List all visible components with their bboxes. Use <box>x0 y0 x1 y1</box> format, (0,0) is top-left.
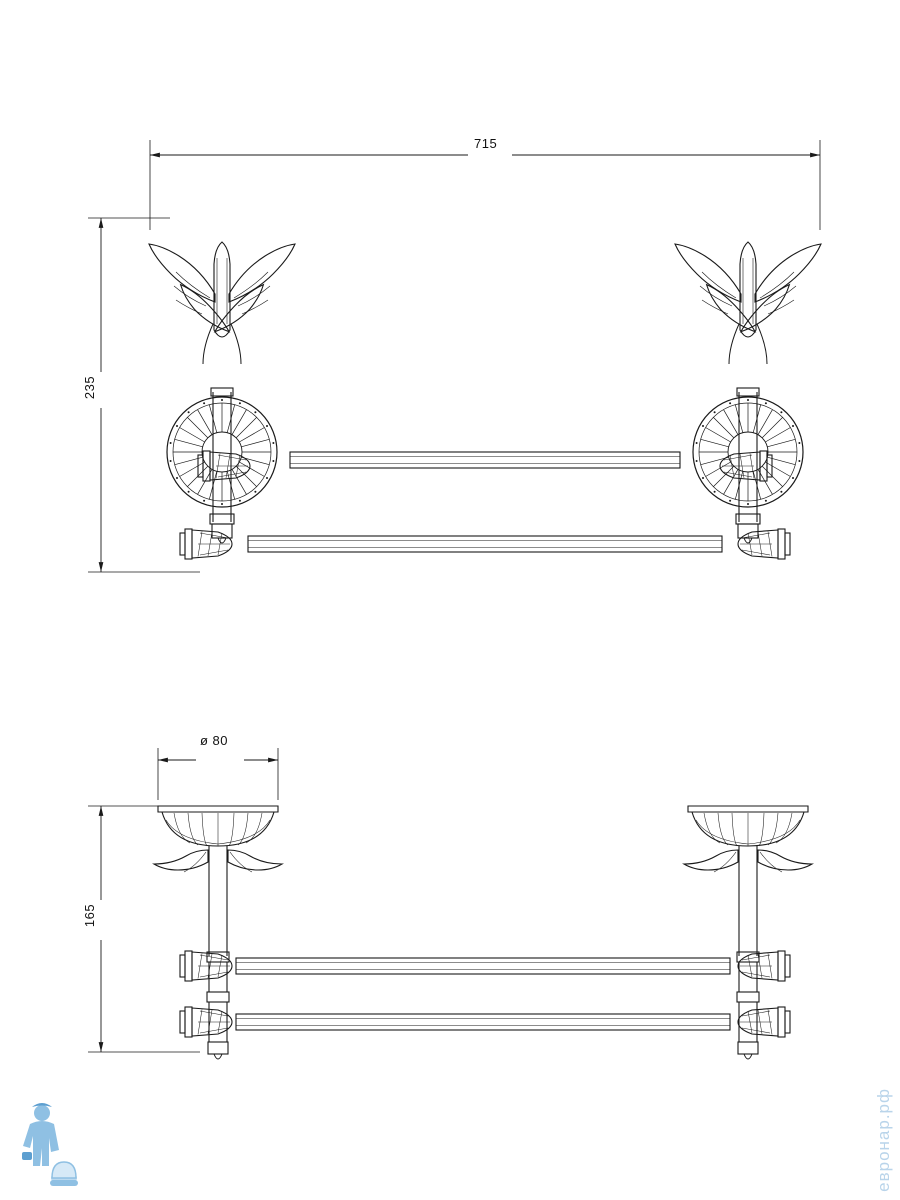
dimension-label-overall-height: 235 <box>82 375 98 400</box>
top-view-geometry <box>154 806 812 1059</box>
dimension-label-flange-diameter: ø 80 <box>200 733 229 748</box>
plumber-mascot-icon <box>14 1100 84 1190</box>
front-view-geometry <box>149 242 821 559</box>
front-view-dimensions <box>88 140 820 572</box>
watermark-text: евронар.рф <box>874 1088 893 1192</box>
dimension-label-overall-width: 715 <box>474 136 498 151</box>
dimension-label-projection-depth: 165 <box>82 903 98 928</box>
top-view-dimensions <box>88 748 278 1052</box>
